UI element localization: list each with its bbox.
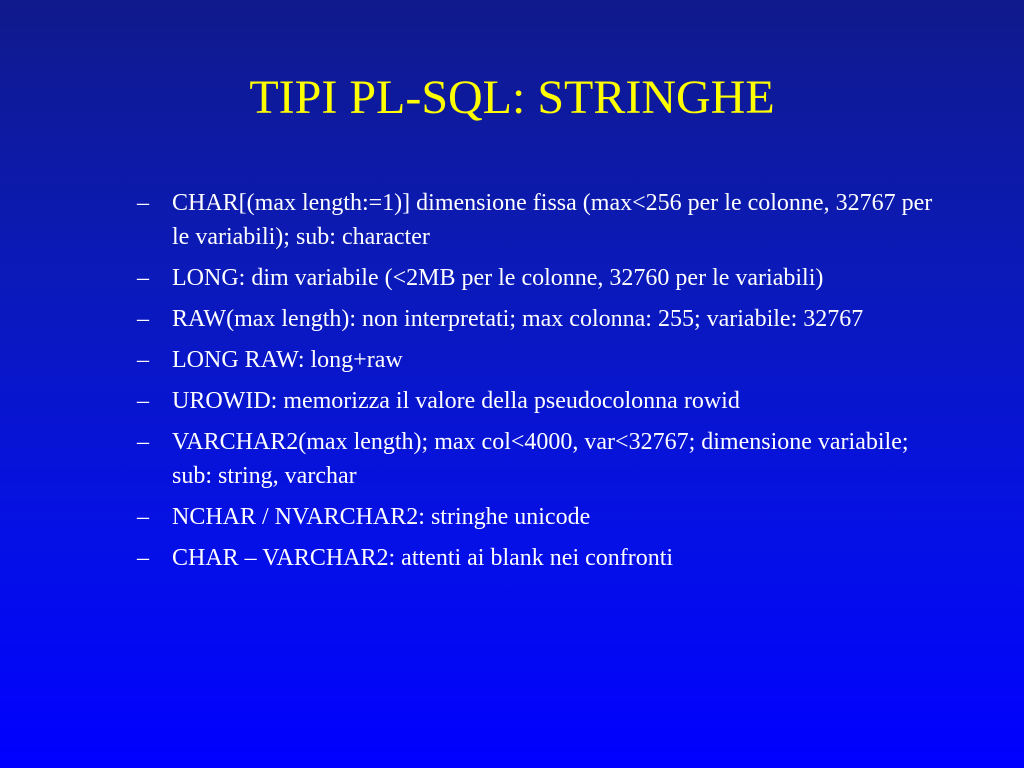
bullet-dash: – <box>137 306 149 332</box>
bullet-dash: – <box>137 347 149 373</box>
bullet-text: LONG: dim variabile (<2MB per le colonne, 32760 per le variabili) <box>172 265 824 291</box>
bullet-text: UROWID: memorizza il valore della pseudocolonna rowid <box>172 388 740 414</box>
bullet-item <box>137 425 937 493</box>
bullet-dash: – <box>137 429 149 455</box>
bullet-text: VARCHAR2(max length); max col<4000, var<32767; dimensione variabile; sub: string, varchar <box>172 429 909 489</box>
bullet-dash: – <box>137 190 149 216</box>
slide-title: TIPI PL-SQL: STRINGHE <box>249 71 775 124</box>
bullet-dash: – <box>137 388 149 414</box>
bullet-text: CHAR – VARCHAR2: attenti ai blank nei confronti <box>172 545 674 571</box>
bullet-dash: – <box>137 504 149 530</box>
bullet-item <box>137 343 937 377</box>
bullet-text: RAW(max length): non interpretati; max colonna: 255; variabile: 32767 <box>172 306 864 332</box>
bullet-list <box>137 186 937 582</box>
bullet-item <box>137 261 937 295</box>
bullet-item <box>137 500 937 534</box>
bullet-text: CHAR[(max length:=1)] dimensione fissa (max<256 per le colonne, 32767 per le variabili); sub: character <box>172 190 933 250</box>
bullet-item <box>137 302 937 336</box>
bullet-item <box>137 186 937 254</box>
bullet-item <box>137 541 937 575</box>
bullet-text: NCHAR / NVARCHAR2: stringhe unicode <box>172 504 591 530</box>
bullet-item <box>137 384 937 418</box>
bullet-text: LONG RAW: long+raw <box>172 347 403 373</box>
bullet-dash: – <box>137 265 149 291</box>
bullet-dash: – <box>137 545 149 571</box>
